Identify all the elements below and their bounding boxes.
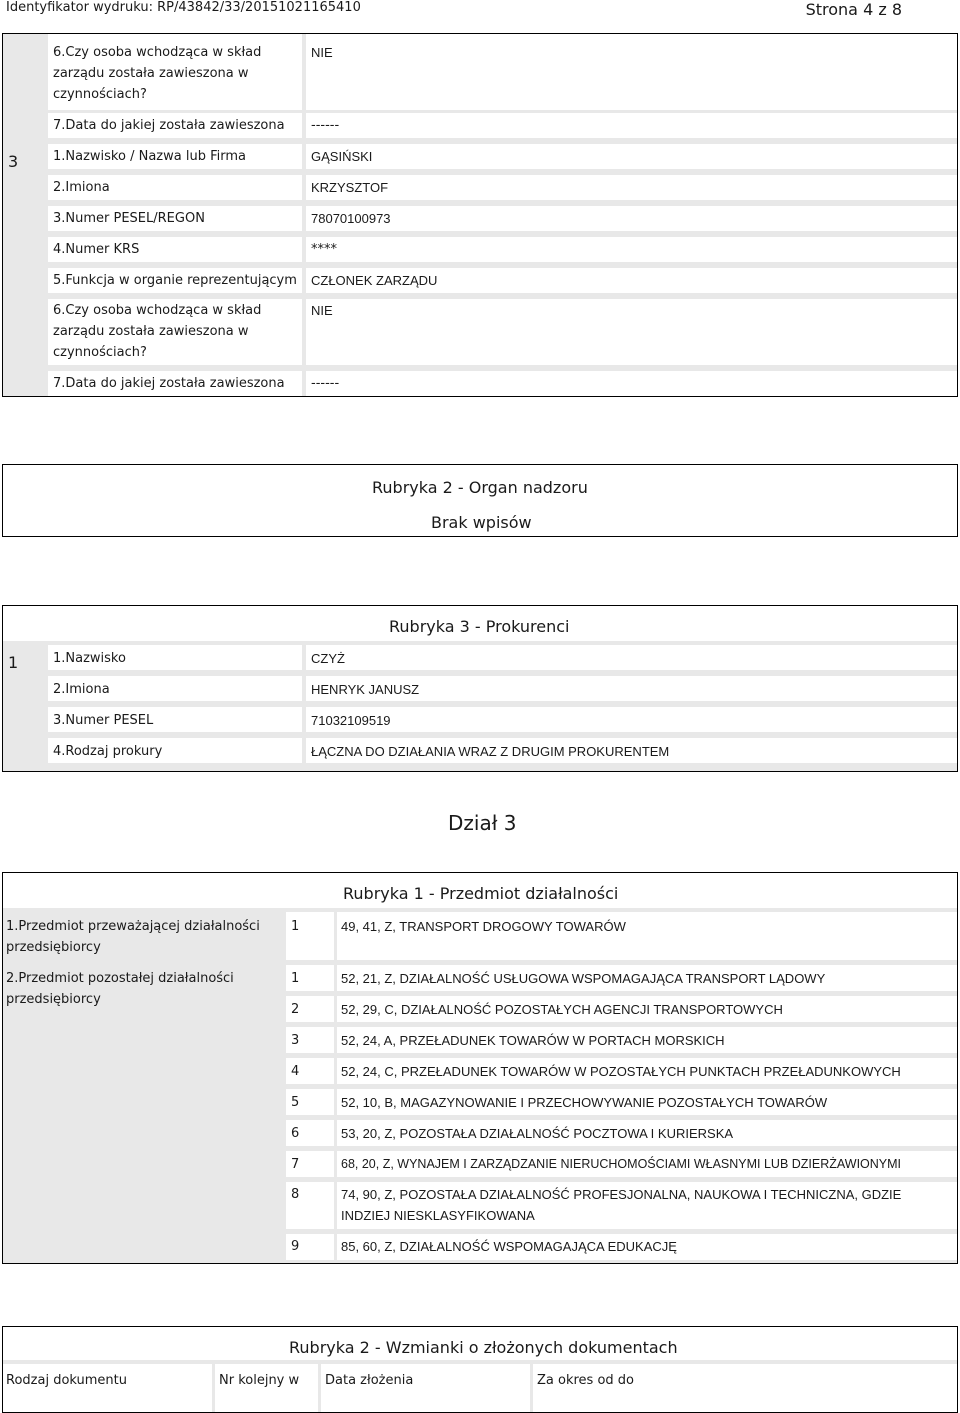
part-title: Dział 3: [448, 811, 517, 835]
table-cell: [306, 237, 957, 262]
suspension-value: NIE: [311, 303, 333, 318]
activity-code: 52, 24, A, PRZEŁADUNEK TOWARÓW W PORTACH MORSKICH: [341, 1033, 725, 1048]
section-title: Rubryka 2 - Organ nadzoru: [372, 478, 588, 497]
field-label: 3.Numer PESEL/REGON: [53, 211, 205, 226]
field-label: 4.Rodzaj prokury: [53, 744, 163, 759]
field-value: CZŁONEK ZARZĄDU: [311, 273, 438, 288]
suspension-date-value: ------: [311, 118, 340, 133]
field-label: 4.Numer KRS: [53, 242, 140, 257]
suspension-question: 6.Czy osoba wchodząca w skład zarządu została zawieszona w czynnościach?: [53, 45, 262, 102]
entry-index: 1: [8, 653, 19, 672]
table-cell: [306, 645, 957, 670]
suspension-date-label: 7.Data do jakiej została zawieszona: [53, 376, 285, 391]
field-value: KRZYSZTOF: [311, 180, 389, 195]
activity-code: 52, 29, C, DZIAŁALNOŚĆ POZOSTAŁYCH AGENCJI TRANSPORTOWYCH: [341, 1002, 783, 1017]
activity-number: 8: [291, 1187, 300, 1202]
activity-number: 4: [291, 1064, 300, 1079]
section-title: Rubryka 1 - Przedmiot działalności: [343, 884, 619, 903]
field-value: 71032109519: [311, 713, 391, 728]
table-cell: [306, 175, 957, 200]
suspension-value: NIE: [311, 45, 333, 60]
field-value: GĄSIŃSKI: [311, 149, 373, 164]
activity-code: 85, 60, Z, DZIAŁALNOŚĆ WSPOMAGAJĄCA EDUKACJĘ: [341, 1239, 677, 1254]
activity-code: 53, 20, Z, POZOSTAŁA DZIAŁALNOŚĆ POCZTOWA I KURIERSKA: [341, 1126, 734, 1141]
activity-number: 1: [291, 919, 300, 934]
other-activity-label: 2.Przedmiot pozostałej działalności przedsiębiorcy: [6, 971, 234, 1007]
activity-number: 9: [291, 1239, 300, 1254]
suspension-date-label: 7.Data do jakiej została zawieszona: [53, 118, 285, 133]
activity-number: 1: [291, 971, 300, 986]
field-value: ****: [311, 242, 337, 257]
main-activity-label: 1.Przedmiot przeważającej działalności przedsiębiorcy: [6, 919, 260, 955]
field-label: 1.Nazwisko / Nazwa lub Firma: [53, 149, 246, 164]
suspension-date-value: ------: [311, 376, 340, 391]
column-header: Data złożenia: [325, 1373, 414, 1388]
page-number: Strona 4 z 8: [805, 0, 902, 19]
empty-notice: Brak wpisów: [431, 513, 532, 532]
column-header: Za okres od do: [537, 1373, 634, 1388]
activity-number: 7: [291, 1157, 300, 1172]
activity-number: 2: [291, 1002, 300, 1017]
field-label: 2.Imiona: [53, 180, 110, 195]
activity-code: 74, 90, Z, POZOSTAŁA DZIAŁALNOŚĆ PROFESJONALNA, NAUKOWA I TECHNICZNA, GDZIE INDZIEJ NIESKLASYFIKOWANA: [341, 1187, 902, 1223]
activity-code: 49, 41, Z, TRANSPORT DROGOWY TOWARÓW: [341, 919, 626, 934]
print-identifier: Identyfikator wydruku: RP/43842/33/20151021165410: [6, 0, 361, 15]
activity-number: 5: [291, 1095, 300, 1110]
activity-code: 68, 20, Z, WYNAJEM I ZARZĄDZANIE NIERUCHOMOŚCIAMI WŁASNYMI LUB DZIERŻAWIONYMI: [341, 1157, 902, 1171]
section-title: Rubryka 2 - Wzmianki o złożonych dokumentach: [289, 1338, 678, 1357]
table-cell: [306, 34, 957, 110]
field-value: HENRYK JANUSZ: [311, 682, 420, 697]
field-label: 1.Nazwisko: [53, 651, 126, 666]
activity-number: 6: [291, 1126, 300, 1141]
field-value: CZYŻ: [311, 651, 345, 666]
field-value: 78070100973: [311, 211, 391, 226]
field-label: 2.Imiona: [53, 682, 110, 697]
entry-index: 3: [8, 152, 19, 171]
field-label: 5.Funkcja w organie reprezentującym: [53, 273, 297, 288]
table-cell: [306, 371, 957, 396]
activity-code: 52, 21, Z, DZIAŁALNOŚĆ USŁUGOWA WSPOMAGAJĄCA TRANSPORT LĄDOWY: [341, 971, 826, 986]
section-title: Rubryka 3 - Prokurenci: [389, 617, 570, 636]
table-cell: [306, 206, 957, 231]
table-cell: [306, 299, 957, 365]
suspension-question: 6.Czy osoba wchodząca w skład zarządu została zawieszona w czynnościach?: [53, 303, 262, 360]
field-label: 3.Numer PESEL: [53, 713, 154, 728]
table-cell: [306, 113, 957, 138]
activity-code: 52, 24, C, PRZEŁADUNEK TOWARÓW W POZOSTAŁYCH PUNKTACH PRZEŁADUNKOWYCH: [341, 1064, 901, 1079]
field-value: ŁĄCZNA DO DZIAŁANIA WRAZ Z DRUGIM PROKURENTEM: [311, 744, 670, 759]
activity-number: 3: [291, 1033, 300, 1048]
column-header: Nr kolejny w: [219, 1373, 300, 1388]
table-cell: [306, 707, 957, 732]
activity-code: 52, 10, B, MAGAZYNOWANIE I PRZECHOWYWANIE POZOSTAŁYCH TOWARÓW: [341, 1095, 828, 1110]
column-header: Rodzaj dokumentu: [6, 1373, 127, 1388]
table-cell: [306, 144, 957, 169]
print-header: [0, 0, 960, 18]
